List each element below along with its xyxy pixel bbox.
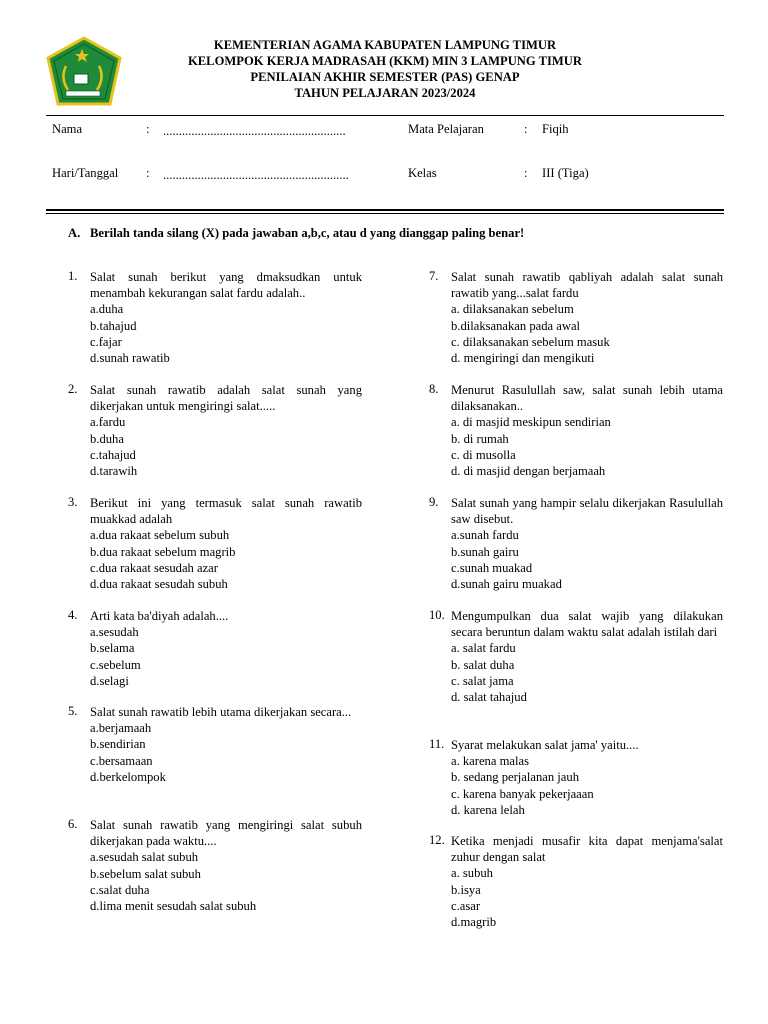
option-a[interactable]: a. karena malas — [451, 754, 529, 769]
option-c[interactable]: c.salat duha — [90, 882, 150, 897]
option-c[interactable]: c. dilaksanakan sebelum masuk — [451, 334, 610, 349]
nama-colon: : — [146, 122, 150, 136]
mapel-label: Mata Pelajaran — [408, 122, 484, 136]
question-number: 9. — [429, 495, 439, 509]
option-d[interactable]: d. mengiringi dan mengikuti — [451, 351, 595, 366]
question-4 — [68, 608, 362, 689]
option-a[interactable]: a.fardu — [90, 415, 126, 430]
identity-divider-thin — [46, 213, 724, 214]
option-a[interactable]: a.sunah fardu — [451, 528, 519, 543]
question-number: 10. — [429, 608, 445, 622]
option-b[interactable]: b.sunah gairu — [451, 544, 519, 559]
section-letter: A. — [68, 226, 81, 240]
option-b[interactable]: b.selama — [90, 641, 135, 656]
option-c[interactable]: c.bersamaan — [90, 753, 153, 768]
option-c[interactable]: c. karena banyak pekerjaaan — [451, 786, 594, 801]
option-d[interactable]: d.sunah gairu muakad — [451, 577, 562, 592]
hari-field[interactable]: ........................................................... — [163, 168, 349, 182]
question-stem: Salat sunah rawatib yang mengiringi salat subuh dikerjakan pada waktu.... — [90, 818, 362, 849]
option-d[interactable]: d. karena lelah — [451, 802, 525, 817]
option-a[interactable]: a. di masjid meskipun sendirian — [451, 415, 611, 430]
mapel-value: Fiqih — [542, 122, 569, 136]
option-b[interactable]: b.isya — [451, 882, 481, 897]
section-instruction — [68, 226, 524, 241]
option-d[interactable]: d. di masjid dengan berjamaah — [451, 464, 606, 479]
question-stem: Berikut ini yang termasuk salat sunah rawatib muakkad adalah — [90, 496, 362, 527]
option-d[interactable]: d.berkelompok — [90, 769, 166, 784]
question-7 — [429, 269, 723, 366]
kemenag-logo — [44, 36, 124, 108]
question-2 — [68, 382, 362, 479]
question-10 — [429, 608, 723, 705]
exam-header — [120, 37, 650, 101]
option-a[interactable]: a.berjamaah — [90, 721, 152, 736]
question-3 — [68, 495, 362, 592]
hari-colon: : — [146, 166, 150, 180]
question-12 — [429, 833, 723, 930]
option-d[interactable]: d.sunah rawatib — [90, 351, 170, 366]
question-11 — [429, 737, 723, 818]
option-d[interactable]: d.magrib — [451, 915, 497, 930]
option-a[interactable]: a. dilaksanakan sebelum — [451, 302, 574, 317]
header-kkm: KELOMPOK KERJA MADRASAH (KKM) MIN 3 LAMPUNG TIMUR — [187, 54, 582, 68]
kelas-value: III (Tiga) — [542, 166, 589, 180]
option-a[interactable]: a.duha — [90, 302, 124, 317]
nama-label: Nama — [52, 122, 83, 136]
option-b[interactable]: b.dua rakaat sebelum magrib — [90, 544, 236, 559]
question-number: 4. — [68, 608, 78, 622]
question-stem: Menurut Rasulullah saw, salat sunah lebih utama dilaksanakan.. — [451, 383, 723, 414]
question-number: 8. — [429, 382, 439, 396]
question-9 — [429, 495, 723, 592]
option-c[interactable]: c.asar — [451, 898, 481, 913]
identity-divider — [46, 209, 724, 211]
question-stem: Arti kata ba'diyah adalah.... — [90, 609, 229, 623]
question-stem: Syarat melakukan salat jama' yaitu.... — [451, 738, 639, 752]
option-c[interactable]: c.tahajud — [90, 447, 136, 462]
mapel-colon: : — [524, 122, 528, 136]
option-a[interactable]: a.dua rakaat sebelum subuh — [90, 528, 230, 543]
option-c[interactable]: c.fajar — [90, 334, 122, 349]
option-d[interactable]: d.dua rakaat sesudah subuh — [90, 577, 228, 592]
option-c[interactable]: c.sunah muakad — [451, 560, 533, 575]
option-a[interactable]: a. subuh — [451, 866, 493, 881]
instruction-text: Berilah tanda silang (X) pada jawaban a,b,c, atau d yang dianggap paling benar! — [90, 226, 525, 240]
nama-field[interactable]: .......................................................... — [163, 124, 346, 138]
option-b[interactable]: b. salat duha — [451, 657, 515, 672]
option-d[interactable]: d.lima menit sesudah salat subuh — [90, 899, 257, 914]
option-b[interactable]: b.sebelum salat subuh — [90, 866, 201, 881]
header-school-year: TAHUN PELAJARAN 2023/2024 — [294, 86, 476, 100]
option-c[interactable]: c. di musolla — [451, 447, 516, 462]
question-number: 6. — [68, 817, 78, 831]
question-stem: Salat sunah rawatib adalah salat sunah yang dikerjakan untuk mengiringi salat..... — [90, 383, 362, 414]
option-d[interactable]: d. salat tahajud — [451, 690, 527, 705]
option-c[interactable]: c.sebelum — [90, 657, 141, 672]
header-divider — [46, 115, 724, 116]
question-6 — [68, 817, 362, 914]
option-b[interactable]: b.dilaksanakan pada awal — [451, 318, 581, 333]
question-number: 5. — [68, 704, 78, 718]
question-number: 11. — [429, 737, 445, 751]
option-a[interactable]: a.sesudah — [90, 625, 139, 640]
question-stem: Salat sunah berikut yang dmaksudkan untuk menambah kekurangan salat fardu adalah.. — [90, 270, 362, 301]
question-stem: Salat sunah yang hampir selalu dikerjakan Rasulullah saw disebut. — [451, 496, 723, 527]
option-d[interactable]: d.tarawih — [90, 464, 138, 479]
question-number: 7. — [429, 269, 439, 283]
header-ministry: KEMENTERIAN AGAMA KABUPATEN LAMPUNG TIMUR — [213, 38, 557, 52]
option-c[interactable]: c.dua rakaat sesudah azar — [90, 560, 218, 575]
question-number: 2. — [68, 382, 78, 396]
option-a[interactable]: a. salat fardu — [451, 641, 516, 656]
option-a[interactable]: a.sesudah salat subuh — [90, 850, 199, 865]
kelas-label: Kelas — [408, 166, 437, 180]
question-5 — [68, 704, 362, 785]
option-b[interactable]: b.sendirian — [90, 737, 146, 752]
option-c[interactable]: c. salat jama — [451, 673, 514, 688]
question-1 — [68, 269, 362, 366]
question-number: 3. — [68, 495, 78, 509]
option-b[interactable]: b. sedang perjalanan jauh — [451, 770, 579, 785]
option-b[interactable]: b. di rumah — [451, 431, 509, 446]
question-stem: Mengumpulkan dua salat wajib yang dilakukan secara beruntun dalam waktu salat adalah istilah dari — [451, 609, 723, 640]
kelas-colon: : — [524, 166, 528, 180]
question-number: 1. — [68, 269, 78, 283]
question-number: 12. — [429, 833, 445, 847]
option-b[interactable]: b.duha — [90, 431, 124, 446]
header-exam-title: PENILAIAN AKHIR SEMESTER (PAS) GENAP — [250, 70, 520, 84]
hari-label: Hari/Tanggal — [52, 166, 119, 180]
question-stem: Salat sunah rawatib lebih utama dikerjakan secara... — [90, 705, 352, 719]
question-stem: Salat sunah rawatib qabliyah adalah salat sunah rawatib yang...salat fardu — [451, 270, 723, 301]
option-d[interactable]: d.selagi — [90, 673, 129, 688]
option-b[interactable]: b.tahajud — [90, 318, 137, 333]
question-8 — [429, 382, 723, 479]
question-stem: Ketika menjadi musafir kita dapat menjama'salat zuhur dengan salat — [451, 834, 723, 865]
